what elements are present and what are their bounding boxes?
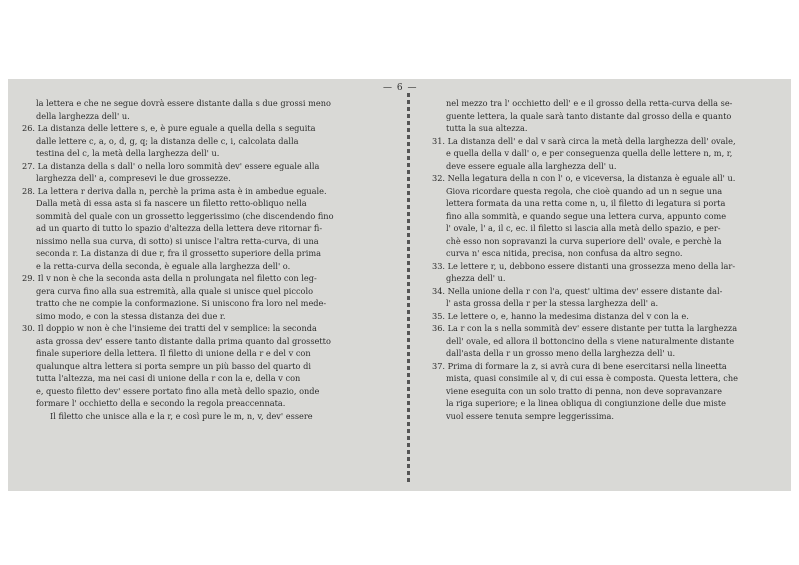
text-line: e la retta-curva della seconda, è eguale alla larghezza dell' o. [36,260,291,271]
text-line: nel mezzo tra l' occhietto dell' e e il grosso della retta-curva della se- [446,98,733,108]
text-line: chè esso non sopravanzi la curva superiore dell' ovale, e perchè la [446,235,722,246]
text-line: asta grossa dev' essere tanto distante dalla prima quanto dal grossetto [36,335,331,346]
text-line: e quella della v dall' o, e per conseguenza quella delle lettere n, m, r, [446,148,733,158]
text-line: fino alla sommità, e quando segue una lettera curva, appunto come [446,210,727,221]
text-line: gera curva fino alla sua estremità, alla quale si unisce quel piccolo [36,285,314,296]
text-line: guente lettera, la quale sarà tanto distante dal grosso della e quanto [446,110,732,121]
text-line: la riga superiore; e la linea obliqua di congiunzione delle due miste [446,398,726,408]
text-line: Giova ricordare questa regola, che cioè quando ad un n segue una [446,185,723,196]
text-line: vuol essere tenuta sempre leggerissima. [446,410,614,421]
text-line: viene eseguita con un solo tratto di penna, non deve sopravanzare [446,385,722,396]
text-line: deve essere eguale alla larghezza dell' u. [446,160,617,171]
text-line: 35. Le lettere o, e, hanno la medesima distanza del v con la e. [432,310,689,321]
text-line: seconda r. La distanza di due r, fra il grossetto superiore della prima [36,248,321,258]
text-line: la lettera e che ne segue dovrà essere distante dalla s due grossi meno [36,98,331,108]
text-line: 33. Le lettere r, u, debbono essere distanti una grossezza meno della lar- [432,260,736,271]
text-line: nissimo nella sua curva, di sotto) si unisce l'altra retta-curva, di una [36,235,319,246]
text-line: tutta la sua altezza. [446,123,528,133]
page-number: — 6 — [383,83,418,93]
text-line: dell' ovale, ed allora il bottoncino della s viene naturalmente distante [446,335,735,346]
text-line: finale superiore della lettera. Il filetto di unione della r e del v con [36,348,311,358]
text-line: qualunque altra lettera si porta sempre un più basso del quarto di [36,360,311,371]
text-line: 27. La distanza della s dall' o nella loro sommità dev' essere eguale alla [22,160,320,171]
text-line: sommità del quale con un grossetto leggerissimo (che discendendo fino [36,210,334,221]
text-line: 26. La distanza delle lettere s, e, è pure eguale a quella della s seguita [22,123,316,133]
text-line: tutta l'altezza, ma nei casi di unione della r con la e, della v con [36,373,301,383]
text-line: 32. Nella legatura della n con l' o, e viceversa, la distanza è eguale all' u. [432,173,736,183]
text-line: simo modo, e con la stessa distanza dei due r. [36,310,226,321]
text-line: larghezza dell' a, compresevi le due grossezze. [36,173,231,183]
text-line: dall'asta della r un grosso meno della larghezza dell' u. [446,348,676,358]
text-line: 36. La r con la s nella sommità dev' essere distante per tutta la larghezza [432,323,738,333]
text-line: tratto che ne compie la conformazione. Si uniscono fra loro nel mede- [36,298,327,308]
text-line: ad un quarto di tutto lo spazio d'altezza della lettera deve ritornar fi- [36,223,323,233]
text-line: Il filetto che unisce alla e la r, e così pure le m, n, v, dev' essere [50,410,313,421]
scanned-page-spread [8,79,791,491]
left-column-text [22,97,394,422]
text-line: curva n' esca nitida, precisa, non confusa da altro segno. [446,248,683,258]
text-line: 37. Prima di formare la z, si avrà cura di bene esercitarsi nella lineetta [432,360,727,371]
text-line: formare l' occhietto della e secondo la regola preaccennata. [36,398,286,408]
text-line: l' asta grossa della r per la stessa larghezza dell' a. [446,298,659,308]
text-line: Dalla metà di essa asta si fa nascere un filetto retto-obliquo nella [36,198,307,208]
right-column-text [432,97,778,422]
text-line: 31. La distanza dell' e dal v sarà circa la metà della larghezza dell' ovale, [432,135,736,146]
text-line: dalle lettere c, a, o, d, g, q; la distanza delle c, i, calcolata dalla [36,135,299,146]
text-line: mista, quasi consimile al v, di cui essa è composta. Questa lettera, che [446,373,738,383]
text-line: ghezza dell' u. [446,273,506,283]
text-line: della larghezza dell' u. [36,110,130,121]
text-line: testina del c, la metà della larghezza dell' u. [36,148,220,158]
book-spine-gutter [407,93,410,483]
text-line: e, questo filetto dev' essere portato fino alla metà dello spazio, onde [36,385,320,396]
text-line: 34. Nella unione della r con l'a, quest' ultima dev' essere distante dal- [432,285,723,296]
text-line: lettera formata da una retta come n, u, il filetto di legatura si porta [446,198,726,208]
text-line: 29. Il v non è che la seconda asta della n prolungata nel filetto con leg- [22,273,317,283]
text-line: l' ovale, l' a, il c, ec. il filetto si lascia alla metà dello spazio, e per- [446,223,721,233]
text-line: 30. Il doppio w non è che l'insieme dei tratti del v semplice: la seconda [22,323,317,333]
text-line: 28. La lettera r deriva dalla n, perchè la prima asta è in ambedue eguale. [22,185,327,196]
